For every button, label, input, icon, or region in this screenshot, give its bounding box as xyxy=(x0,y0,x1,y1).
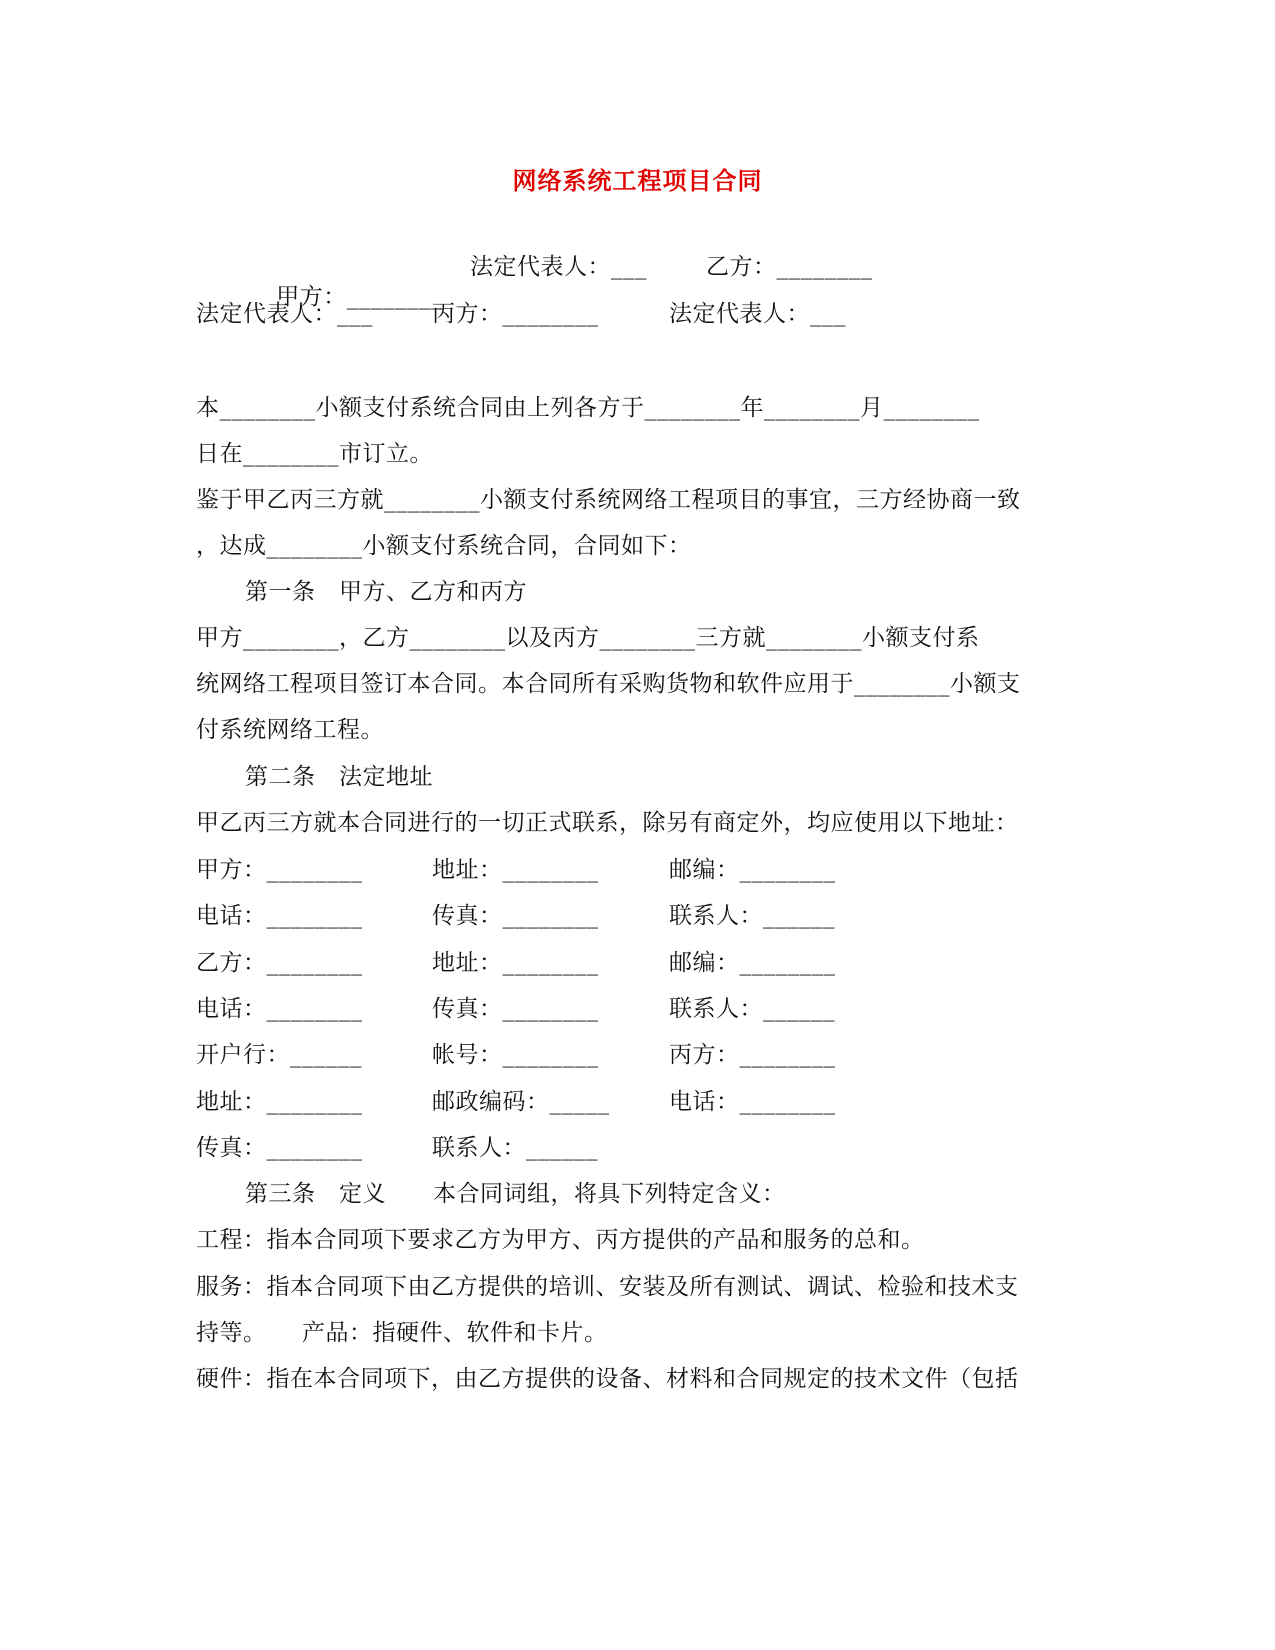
address-cell: 邮编：________ xyxy=(669,950,836,976)
address-cell: 电话：________ xyxy=(669,1089,836,1115)
article-1-body-2: 统网络工程项目签订本合同。本合同所有采购货物和软件应用于________小额支 xyxy=(196,671,1021,697)
article-2-body: 甲乙丙三方就本合同进行的一切正式联系，除另有商定外，均应使用以下地址： xyxy=(196,810,1019,836)
address-cell: 传真：________ xyxy=(432,903,599,929)
intro-line-1: 本________小额支付系统合同由上列各方于________年________月________ xyxy=(196,395,980,421)
party-c-field: 丙方：________ xyxy=(432,301,599,327)
rep-b-field: 法定代表人：___ xyxy=(196,301,373,327)
article-1-heading: 第一条 甲方、乙方和丙方 xyxy=(245,579,527,605)
article-1-body-1: 甲方________，乙方________以及丙方________三方就________小额支付系 xyxy=(196,625,980,651)
article-2-heading: 第二条 法定地址 xyxy=(245,764,433,790)
address-cell: 邮政编码：_____ xyxy=(432,1089,610,1115)
rep-a-field: 法定代表人：___ xyxy=(470,254,647,280)
address-cell: 电话：________ xyxy=(196,903,363,929)
address-cell: 联系人：______ xyxy=(669,903,835,929)
definition-engineering: 工程：指本合同项下要求乙方为甲方、丙方提供的产品和服务的总和。 xyxy=(196,1227,925,1253)
address-cell: 地址：________ xyxy=(196,1089,363,1115)
rep-c-field: 法定代表人：___ xyxy=(669,301,846,327)
address-cell: 联系人：______ xyxy=(432,1135,598,1161)
address-cell: 地址：________ xyxy=(432,950,599,976)
address-cell: 传真：________ xyxy=(432,996,599,1022)
address-cell: 传真：________ xyxy=(196,1135,363,1161)
party-b-field: 乙方：________ xyxy=(706,254,873,280)
address-cell: 邮编：________ xyxy=(669,857,836,883)
article-3-heading: 第三条 定义 本合同词组，将具下列特定含义： xyxy=(245,1181,786,1207)
article-1-body-3: 付系统网络工程。 xyxy=(196,717,384,743)
address-cell: 甲方：________ xyxy=(196,857,363,883)
address-cell: 联系人：______ xyxy=(669,996,835,1022)
whereas-line-1: 鉴于甲乙丙三方就________小额支付系统网络工程项目的事宜，三方经协商一致 xyxy=(196,487,1021,513)
address-cell: 电话：________ xyxy=(196,996,363,1022)
document-title: 网络系统工程项目合同 xyxy=(512,166,763,195)
definition-hardware: 硬件：指在本合同项下，由乙方提供的设备、材料和合同规定的技术文件（包括 xyxy=(196,1366,1019,1392)
definition-service-1: 服务：指本合同项下由乙方提供的培训、安装及所有测试、调试、检验和技术支 xyxy=(196,1274,1019,1300)
address-cell: 开户行：______ xyxy=(196,1042,362,1068)
party-a-field: 甲方：________ xyxy=(276,284,443,310)
address-cell: 乙方：________ xyxy=(196,950,363,976)
whereas-line-2: ，达成________小额支付系统合同，合同如下： xyxy=(196,533,692,559)
intro-line-2: 日在________市订立。 xyxy=(196,441,433,467)
address-cell: 丙方：________ xyxy=(669,1042,836,1068)
definition-service-2: 持等。 产品：指硬件、软件和卡片。 xyxy=(196,1320,608,1346)
address-cell: 地址：________ xyxy=(432,857,599,883)
address-cell: 帐号：________ xyxy=(432,1042,599,1068)
